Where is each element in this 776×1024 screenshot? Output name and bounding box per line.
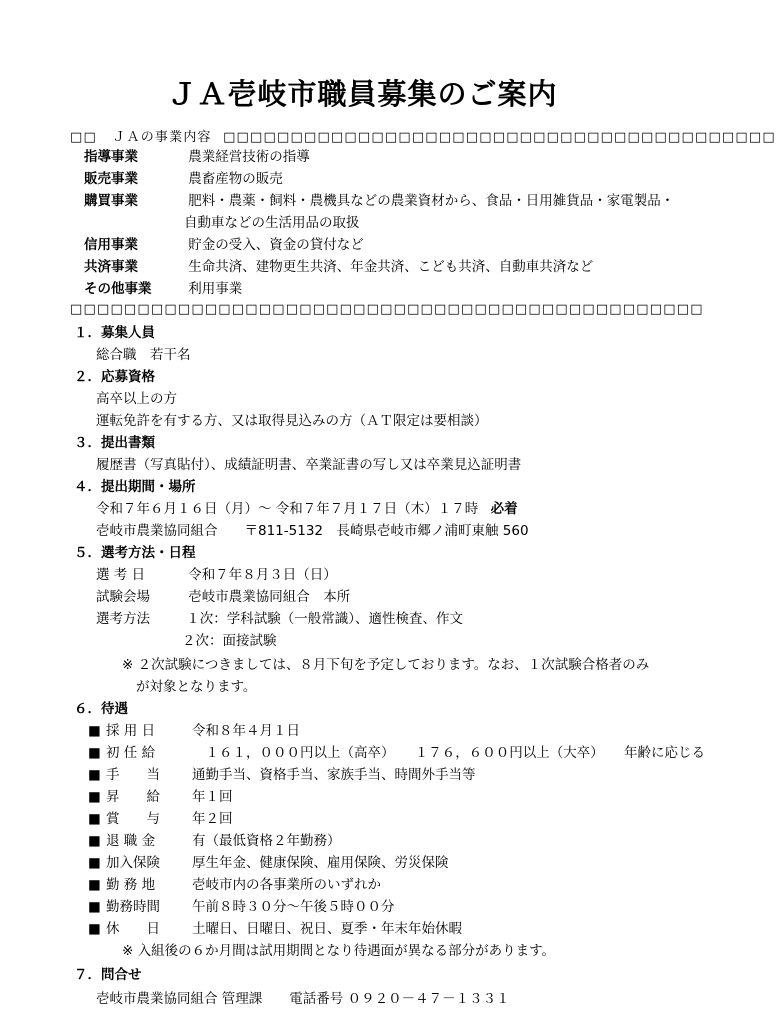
business-item-name: 指導事業 [84,149,138,165]
submission-place: 壱岐市農業協同組合 〒811-5132 長崎県壱岐市郷ノ浦町東触 560 [96,523,529,539]
business-item-desc: 農畜産物の販売 [188,171,283,187]
section-heading: ４．提出期間・場所 [74,479,196,495]
bullet-square-icon: ■ [88,811,101,827]
business-footer-row: □□□□□□□□□□□□□□□□□□□□□□□□□□□□□□□□□□□□□□□□□□□□□□□ [70,302,704,317]
benefit-value: 厚生年金、健康保険、雇用保険、労災保険 [192,855,449,871]
business-item [84,258,593,276]
business-header-row [70,126,776,145]
exam-venue-row [96,588,350,606]
section-heading: ５．選考方法・日程 [74,545,196,561]
business-item-name: 信用事業 [84,237,138,253]
section-heading: １．募集人員 [74,325,155,341]
exam-venue-label: 試験会場 [96,589,150,605]
bullet-square-icon: ■ [88,723,101,739]
section-heading: ７．問合せ [74,967,142,983]
bullet-square-icon: ■ [88,921,101,937]
section-heading: ６．待遇 [74,701,128,717]
selection-method-1: １次：学科試験（一般常識）、適性検査、作文 [186,611,464,627]
exam-venue-value: 壱岐市農業協同組合 本所 [188,589,351,605]
bullet-square-icon: ■ [88,833,101,849]
selection-method-label: 選考方法 [96,611,150,627]
benefit-value: 通勤手当、資格手当、家族手当、時間外手当等 [192,767,476,783]
bullet-square-icon: ■ [88,877,101,893]
benefit-label: 加入保険 [106,855,160,871]
benefit-row [88,810,233,828]
bullet-square-icon: ■ [88,899,101,915]
business-item-name: その他事業 [84,281,152,297]
benefit-value: １６１，０００円以上（高卒） １７６，６００円以上（大卒） 年齢に応じる [192,745,705,761]
business-item-desc: 農業経営技術の指導 [188,149,310,165]
business-item-name: 販売事業 [84,171,138,187]
business-item [84,280,242,298]
benefit-value: 壱岐市内の各事業所のいずれか [192,877,381,893]
business-item [84,192,674,210]
selection-note-continuation: が対象となります。 [136,679,257,695]
business-item [84,170,283,188]
benefit-value: 土曜日、日曜日、祝日、夏季・年末年始休暇 [192,921,462,937]
business-item-desc: 利用事業 [188,281,243,297]
contact-info: 壱岐市農業協同組合 管理課 電話番号 ０９２０－４７－１３３１ [96,991,510,1007]
benefit-note: ※ 入組後の６か月間は試用期間となり待遇面が異なる部分があります。 [122,943,556,959]
section-body: 総合職 若干名 [96,347,191,363]
benefit-row [88,854,449,872]
business-item-continuation [184,214,360,232]
benefit-value: 年２回 [192,811,233,827]
period-text: 令和７年６月１６日（月）～ 令和７年７月１７日（木）１７時 [96,501,479,517]
section-body: 高卒以上の方 [96,391,177,407]
benefit-row [88,766,476,784]
business-item-name: 共済事業 [84,259,138,275]
business-item-name: 購買事業 [84,193,138,209]
benefit-label: 退 職 金 [106,833,156,849]
benefit-label: 勤 務 地 [106,877,156,893]
benefit-value: 有（最低資格２年勤務） [192,833,341,849]
benefit-label: 賞 与 [106,811,160,827]
business-item [84,148,310,166]
bullet-square-icon: ■ [88,767,101,783]
bullet-square-icon: ■ [88,855,101,871]
bullet-square-icon: ■ [88,789,101,805]
section-body: 運転免許を有する方、又は取得見込みの方（ＡＴ限定は要相談） [96,413,488,429]
benefit-row [88,744,705,762]
selection-date-value: 令和７年８月３日（日） [188,567,337,583]
benefit-row [88,898,395,916]
box-lead: □□ [70,130,97,145]
must-arrive-label: 必着 [490,501,518,517]
benefit-row [88,832,341,850]
benefit-label: 昇 給 [106,789,160,805]
section-heading: ３．提出書類 [74,435,155,451]
benefit-value: 午前８時３０分～午後５時００分 [192,899,395,915]
business-item [84,236,364,254]
business-item-desc: 貯金の受入、資金の貸付など [188,237,364,253]
benefit-row [88,876,381,894]
selection-date-label: 選 考 日 [96,567,146,583]
benefit-row [88,722,300,740]
business-header-label: ＪＡの事業内容 [112,130,212,145]
business-item-desc: 肥料・農薬・飼料・農機具などの農業資材から、食品・日用雑貨品・家電製品・ [188,193,675,209]
selection-method-row [96,610,463,628]
benefit-row [88,788,233,806]
benefit-value: 年１回 [192,789,233,805]
benefit-row [88,920,462,938]
benefit-value: 令和８年４月１日 [192,723,300,739]
section-body: 履歴書（写真貼付）、成績証明書、卒業証書の写し又は卒業見込証明書 [96,457,522,473]
selection-method-2: ２次：面接試験 [182,633,277,649]
benefit-label: 初 任 給 [106,745,156,761]
page-title: ＪＡ壱岐市職員募集のご案内 [167,77,558,111]
business-item-desc: 生命共済、建物更生共済、年金共済、こども共済、自動車共済など [188,259,594,275]
benefit-label: 手 当 [106,767,160,783]
selection-note: ※ ２次試験につきましては、８月下旬を予定しております。なお、１次試験合格者のみ [122,657,650,673]
benefit-label: 休 日 [106,921,160,937]
benefit-label: 採 用 日 [106,723,156,739]
submission-period [96,500,518,518]
section-heading: ２．応募資格 [74,369,155,385]
business-item-desc2: 自動車などの生活用品の取扱 [184,215,360,231]
selection-date-row [96,566,337,584]
bullet-square-icon: ■ [88,745,101,761]
benefit-label: 勤務時間 [106,899,160,915]
box-trail: □□□□□□□□□□□□□□□□□□□□□□□□□□□□□□□□□□□□□□□□□ [223,130,776,145]
